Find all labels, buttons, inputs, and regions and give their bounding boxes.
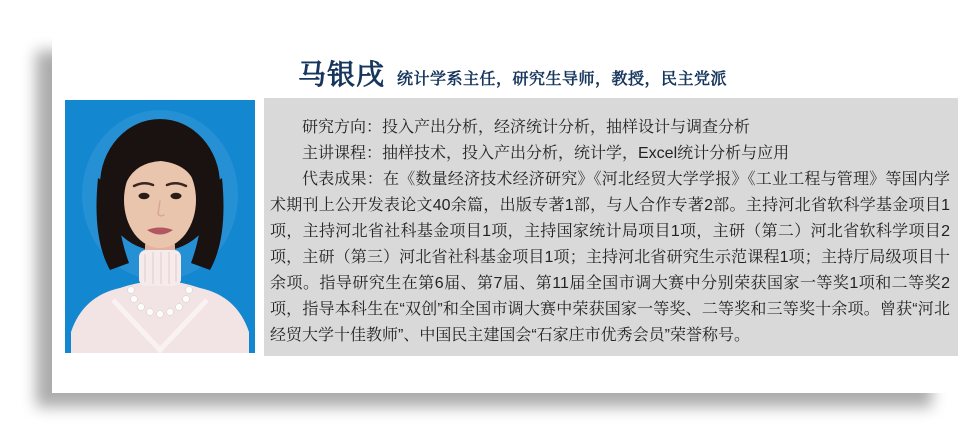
achievements-paragraph: 代表成果：在《数量经济技术经济研究》《河北经贸大学学报》《工业工程与管理》等国内学术期刊上公开发表论文40余篇，出版专著1部，与人合作专著2部。主持河北省软科学基金项目1项，主持河北省社科基金项目1项，主持国家统计局项目1项，主研（第二）河北省软科学项目2项，主研（第三）河北省社科基金项目1项；主持河北省研究生示范课程1项；主持厅局级项目十余项。指导研究生在第6届、第7届、第11届全国市调大赛中分别荣获国家一等奖1项和二等奖2项，指导本科生在“双创”和全国市调大赛中荣获国家一等奖、二等奖和三等奖十余项。曾获“河北经贸大学十佳教师”、中国民主建国会“石家庄市优秀会员”荣誉称号。 — [270, 171, 950, 344]
bio-panel — [264, 98, 958, 356]
courses-taught-paragraph: 主讲课程：抽样技术，投入产出分析，统计学，Excel统计分析与应用 — [302, 145, 790, 162]
faculty-profile-card — [52, 25, 960, 393]
portrait-illustration — [65, 100, 255, 353]
research-directions-paragraph: 研究方向：投入产出分析，经济统计分析，抽样设计与调查分析 — [302, 119, 751, 136]
professor-titles: 统计学系主任，研究生导师，教授，民主党派 — [397, 71, 728, 88]
profile-header — [298, 53, 727, 93]
professor-photo — [65, 100, 255, 353]
professor-name: 马银戌 — [298, 59, 386, 90]
